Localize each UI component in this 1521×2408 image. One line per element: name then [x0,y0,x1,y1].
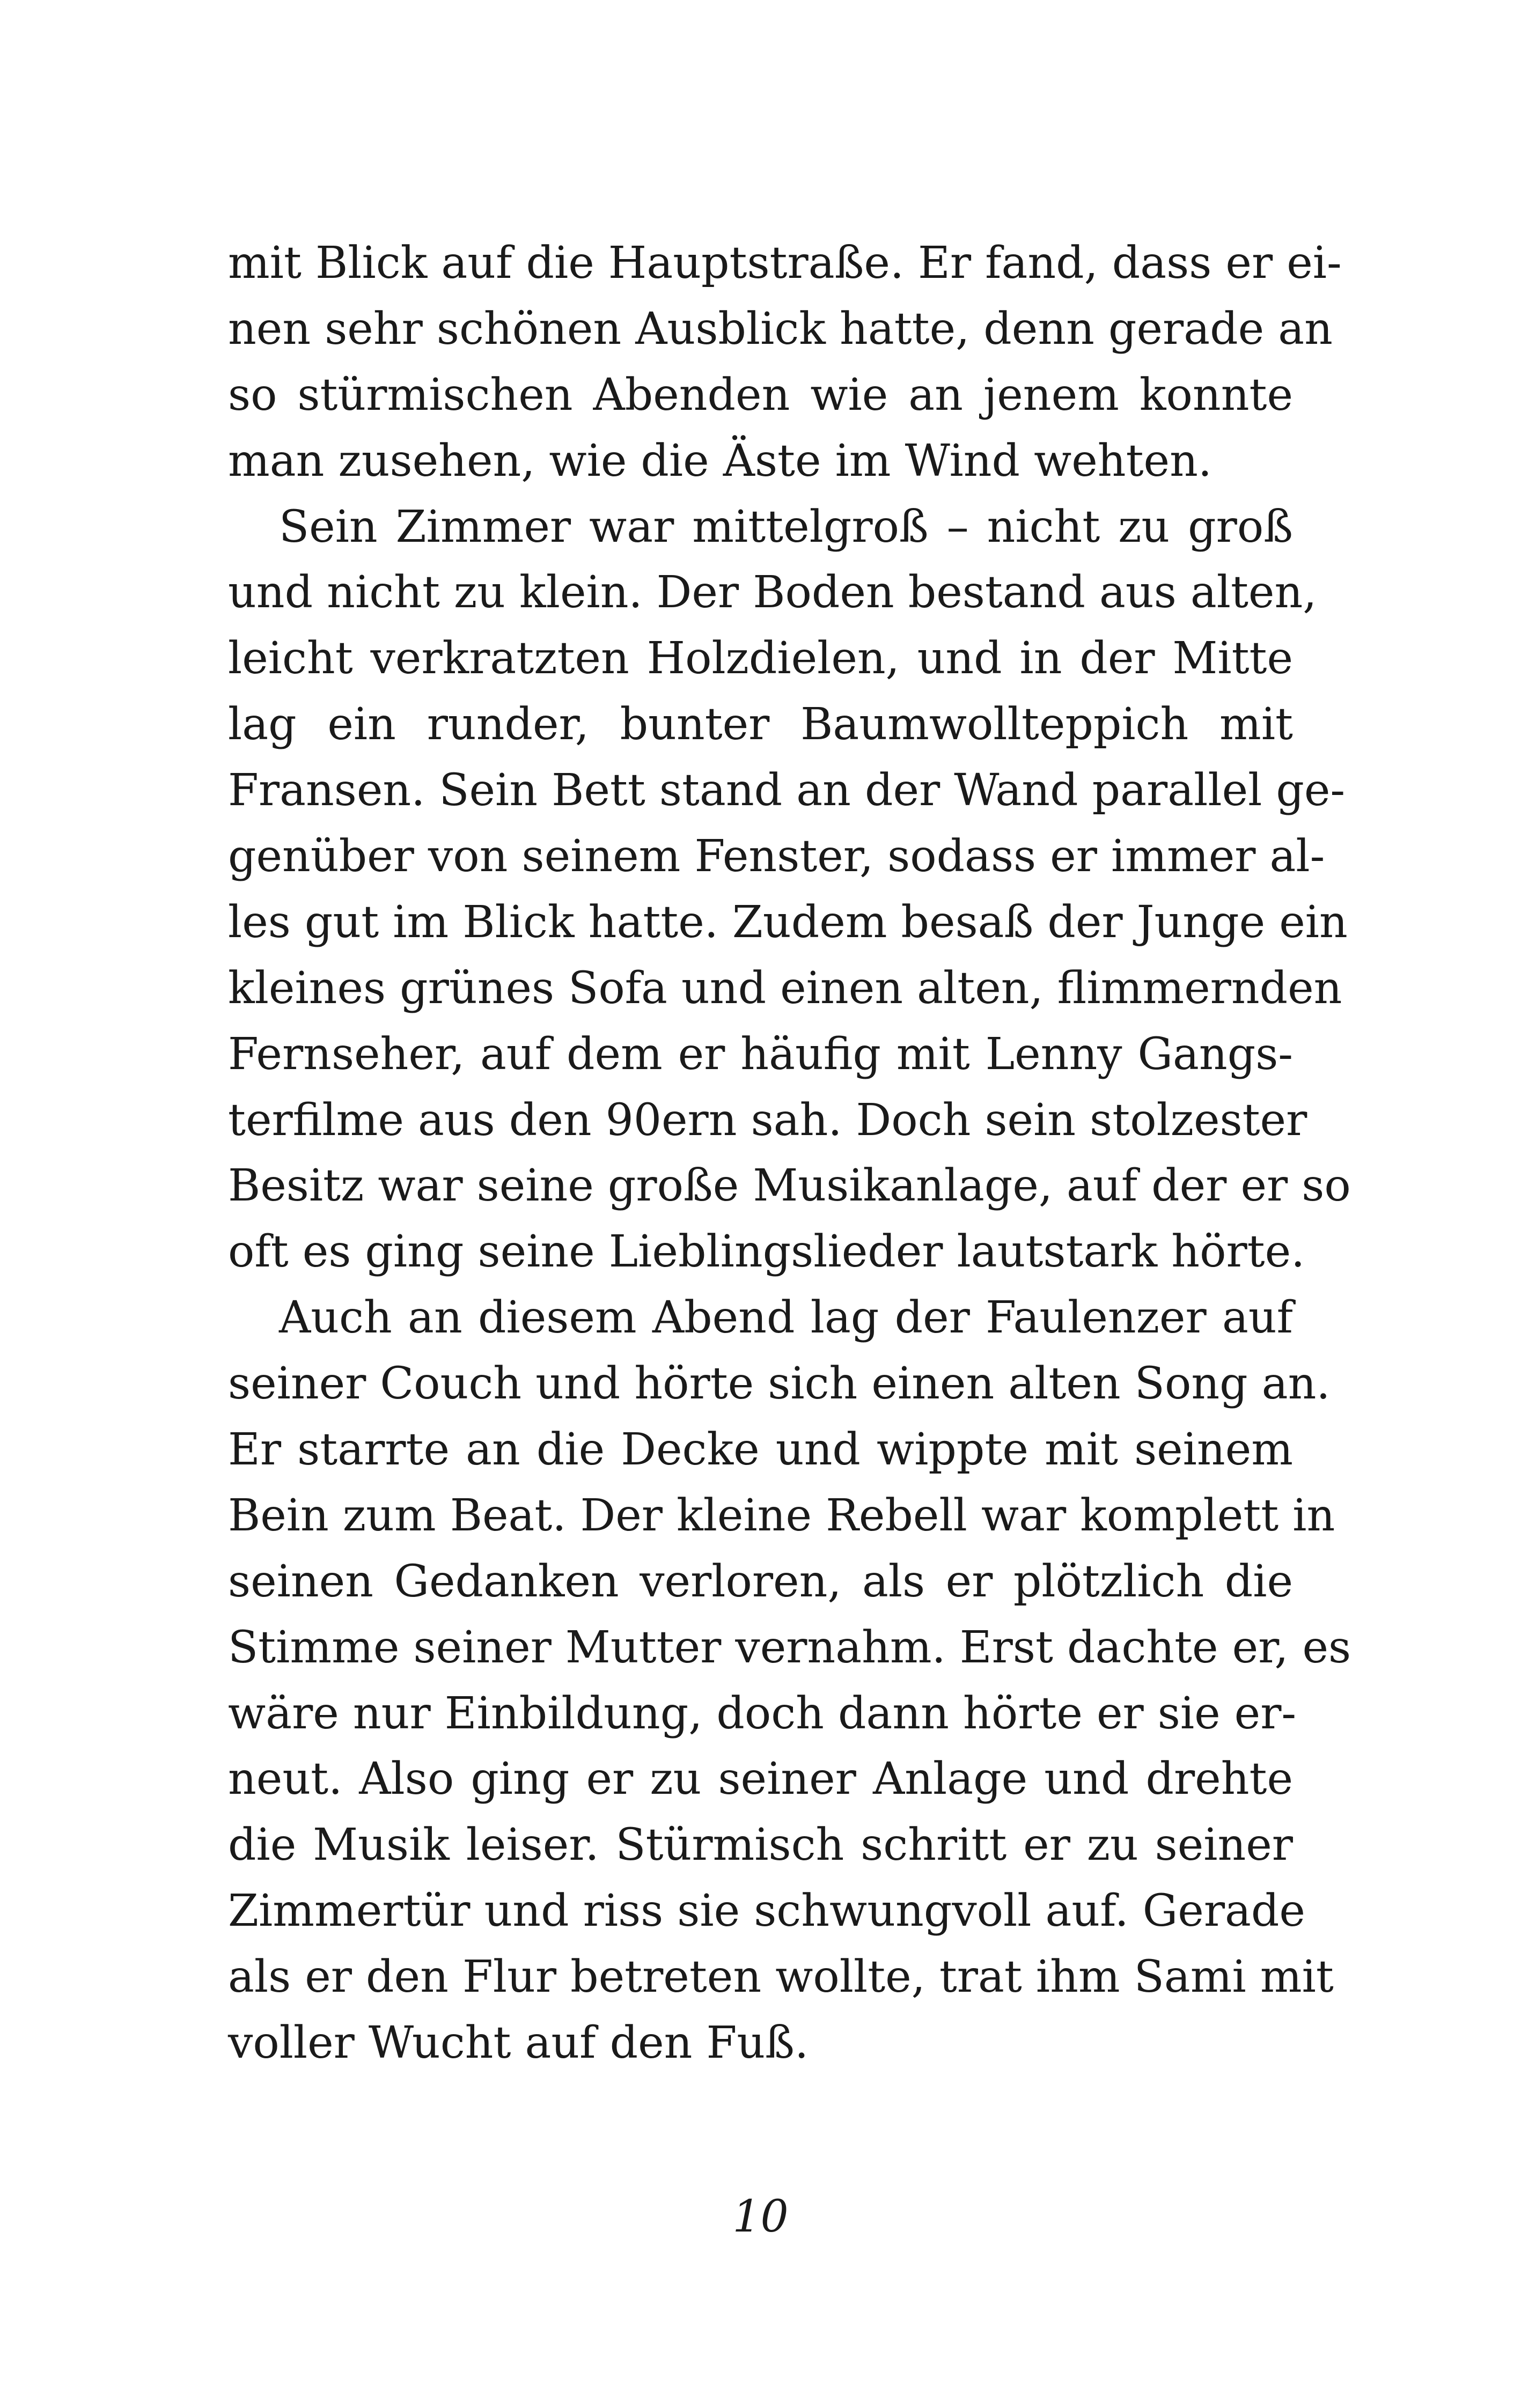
text-line: wäre nur Einbildung, doch dann hörte er sie er- [228,1688,1297,1739]
text-line: terfilme aus den 90ern sah. Doch sein stolzester [228,1094,1307,1146]
text-line: kleines grünes Sofa und einen alten, flimmernden [228,962,1342,1014]
paragraph [228,1285,1351,2076]
page-number: 10 [732,2191,789,2242]
text-line: neut. Also ging er zu seiner Anlage und drehte [228,1754,1293,1805]
text-line: genüber von seinem Fenster, sodass er immer al- [228,831,1325,882]
text-line: Besitz war seine große Musikanlage, auf der er so [228,1160,1351,1212]
text-line: Zimmertür und riss sie schwungvoll auf. Gerade [228,1886,1305,1937]
text-line: seinen Gedanken verloren, als er plötzlich die [228,1556,1293,1607]
text-line: Auch an diesem Abend lag der Faulenzer auf [279,1292,1293,1344]
text-line: Stimme seiner Mutter vernahm. Erst dachte er, es [228,1622,1351,1673]
text-line: mit Blick auf die Hauptstraße. Er fand, dass er ei- [228,238,1342,289]
text-line: nen sehr schönen Ausblick hatte, denn gerade an [228,303,1333,355]
text-line: Bein zum Beat. Der kleine Rebell war komplett in [228,1490,1335,1541]
text-line: voller Wucht auf den Fuß. [228,2017,809,2069]
text-line: oft es ging seine Lieblingslieder lautstark hörte. [228,1226,1305,1278]
text-line: so stürmischen Abenden wie an jenem konnte [228,369,1293,421]
text-line: man zusehen, wie die Äste im Wind wehten. [228,435,1212,487]
text-line: Sein Zimmer war mittelgroß – nicht zu groß [279,501,1293,553]
text-line: Er starrte an die Decke und wippte mit seinem [228,1424,1293,1476]
text-line: lag ein runder, bunter Baumwollteppich mit [228,699,1293,750]
text-line: und nicht zu klein. Der Boden bestand aus alten, [228,567,1317,618]
paragraph [228,495,1351,1286]
text-line: Fernseher, auf dem er häufig mit Lenny Gangs- [228,1028,1293,1080]
body-text [228,231,1351,2076]
text-line: die Musik leiser. Stürmisch schritt er zu seiner [228,1820,1293,1871]
text-line: leicht verkratzten Holzdielen, und in der Mitte [228,633,1293,684]
paragraph [228,231,1342,495]
text-line: les gut im Blick hatte. Zudem besaß der Junge ein [228,896,1348,948]
text-line: seiner Couch und hörte sich einen alten Song an. [228,1358,1331,1410]
text-line: als er den Flur betreten wollte, trat ihm Sami mit [228,1952,1334,2003]
text-line: Fransen. Sein Bett stand an der Wand parallel ge- [228,765,1346,816]
